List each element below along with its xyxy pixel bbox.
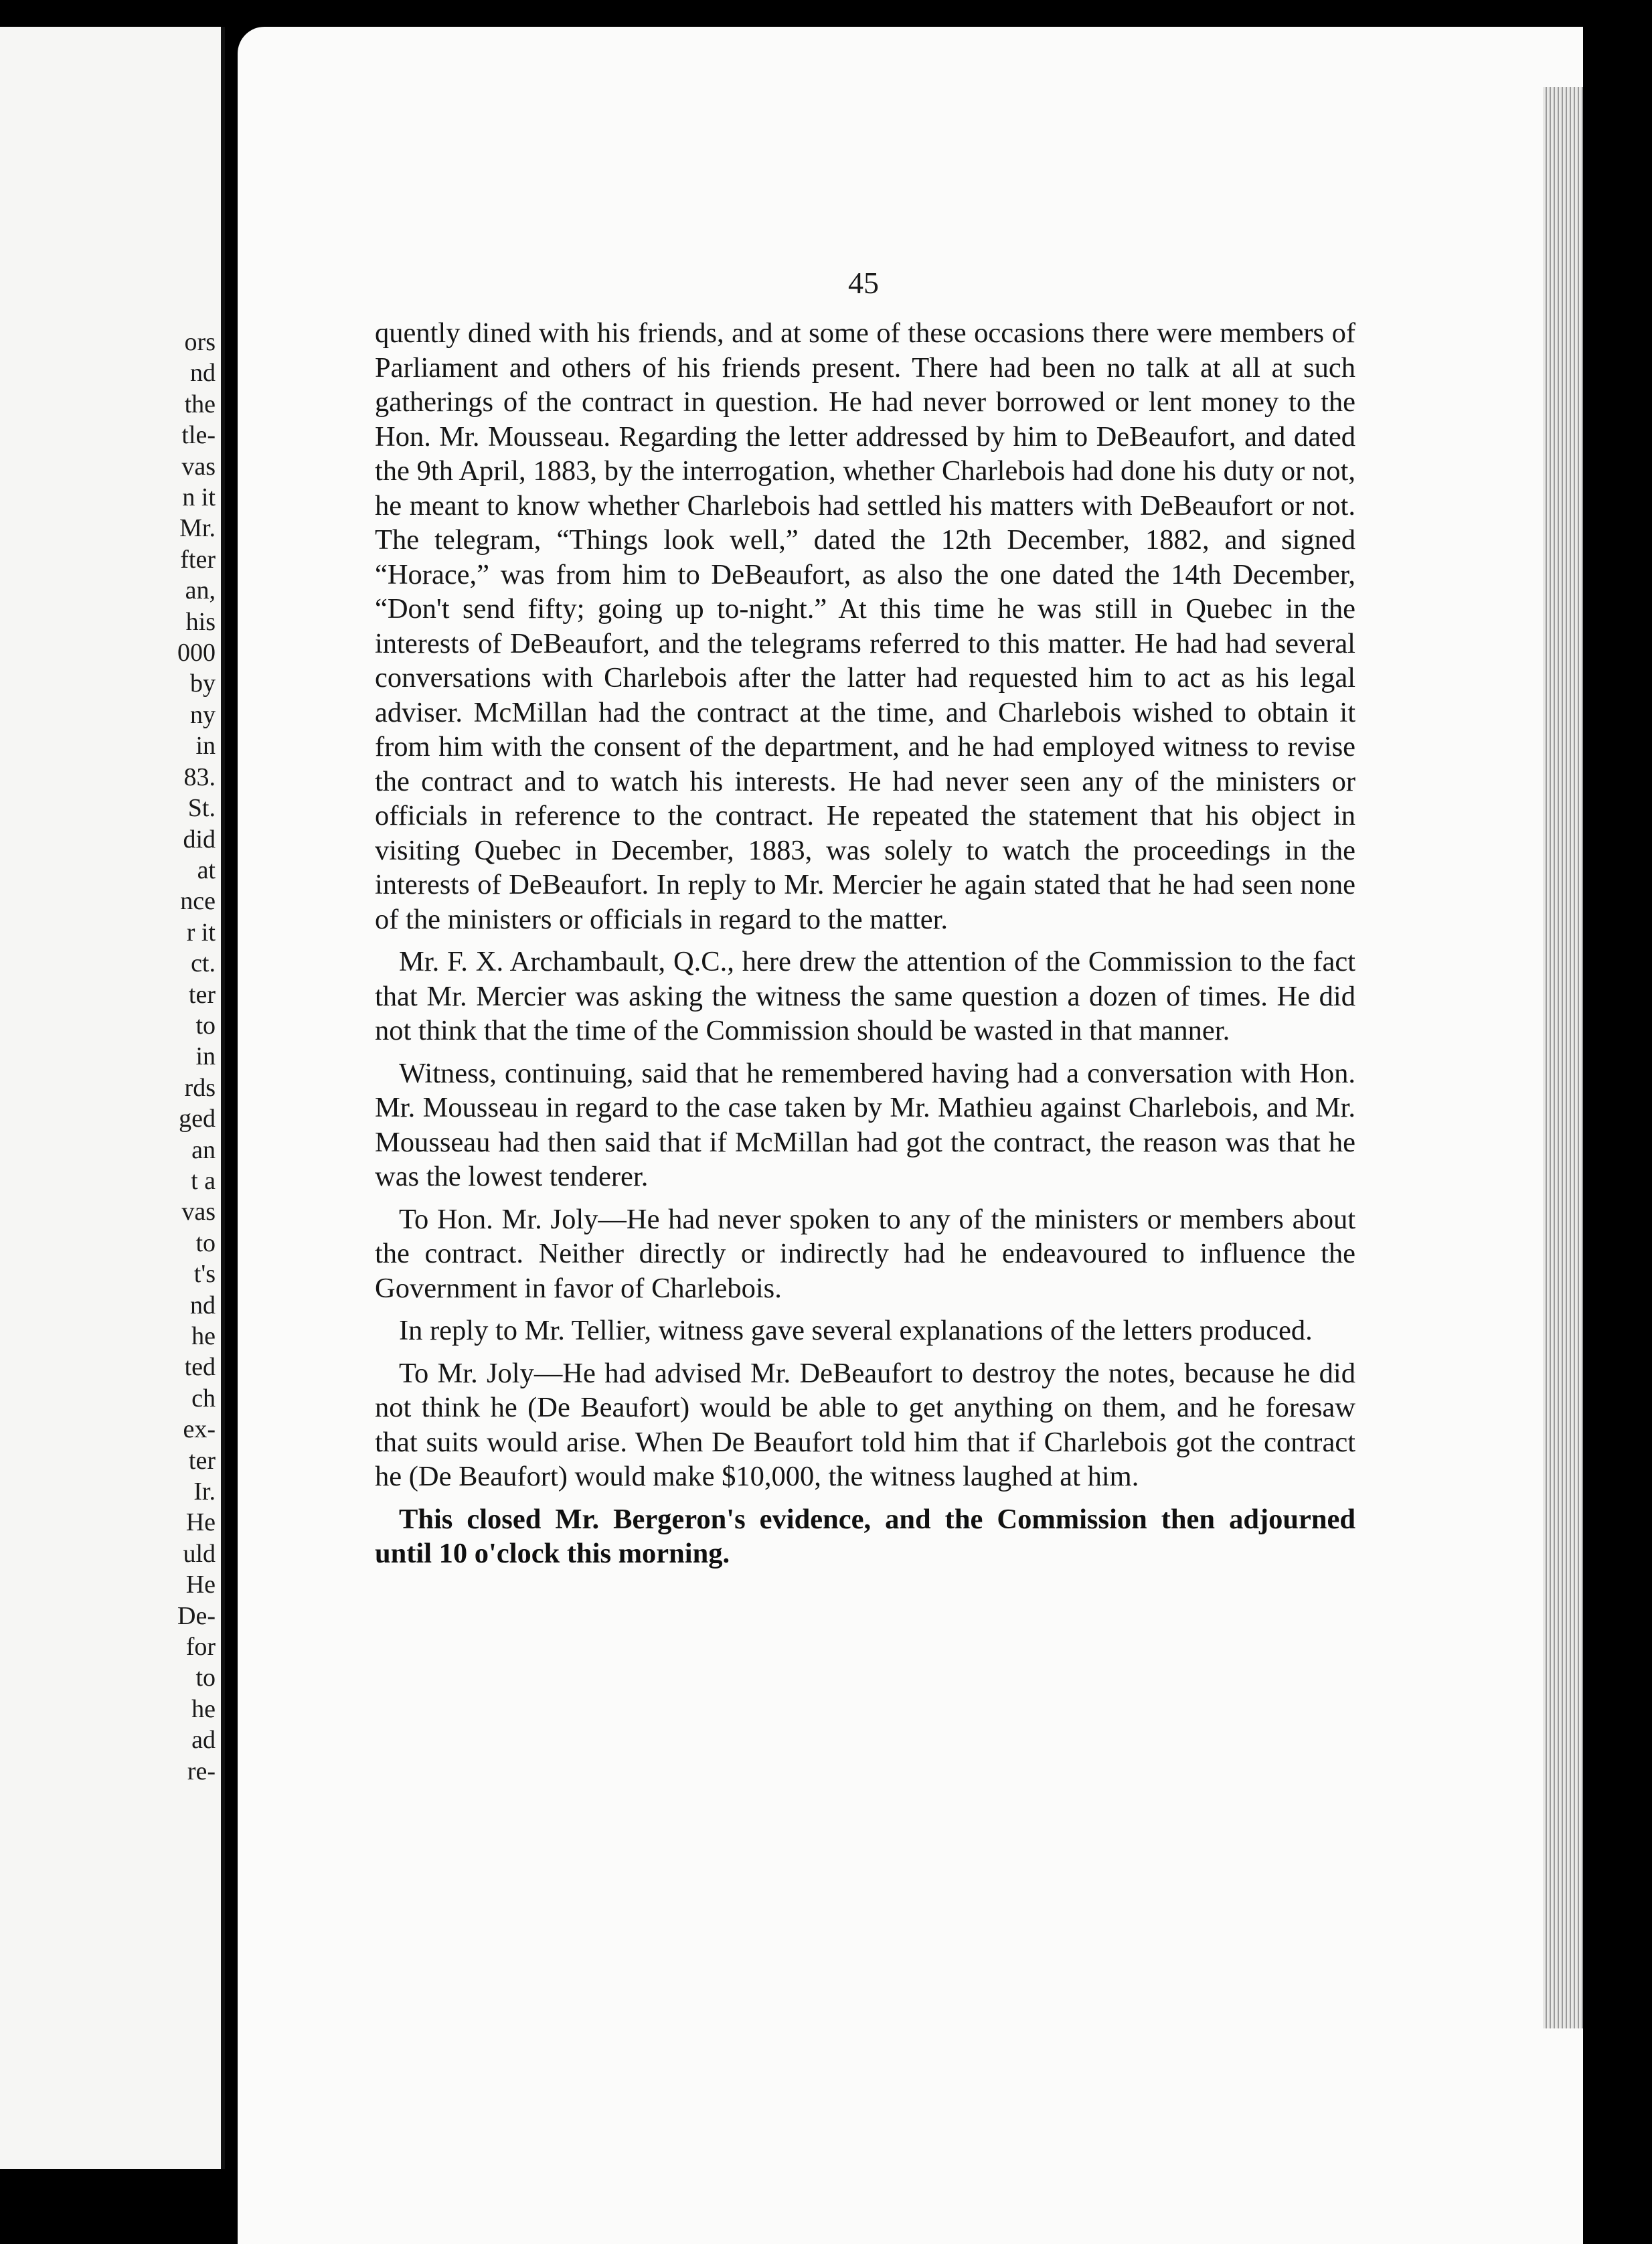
left-facing-page xyxy=(0,27,225,2169)
left-fragment-line: by xyxy=(190,669,216,698)
left-fragment-line: Ir. xyxy=(193,1477,216,1506)
left-fragment-line: he xyxy=(191,1322,216,1350)
left-fragment-line: at xyxy=(197,856,216,884)
left-fragment-line: he xyxy=(191,1694,216,1723)
paragraph-archambault: Mr. F. X. Archambault, Q.C., here drew the attention of the Commission to the fact that Mr. Mercier was asking the witness the same question a dozen of times. He did not think that the time of the Commission should be wasted in that manner. xyxy=(375,946,1355,1046)
left-fragment-line: 83. xyxy=(183,763,216,791)
left-fragment-line: an, xyxy=(185,576,216,605)
left-fragment-line: ged xyxy=(179,1105,216,1133)
left-fragment-line: n it xyxy=(182,483,216,512)
page-number: 45 xyxy=(848,266,879,300)
left-fragment-line: He xyxy=(185,1508,216,1537)
left-fragment-line: to xyxy=(195,1011,216,1040)
left-fragment-line: his xyxy=(185,607,216,636)
left-fragment-line: uld xyxy=(183,1539,216,1568)
left-fragment-line: t's xyxy=(193,1260,216,1289)
left-fragment-line: re- xyxy=(187,1757,216,1785)
left-fragment-line: an xyxy=(191,1135,216,1164)
left-page-text-fragments xyxy=(177,327,216,1787)
left-fragment-line: did xyxy=(183,825,216,854)
right-page xyxy=(238,27,1583,2244)
left-fragment-line: tle- xyxy=(181,421,216,450)
left-fragment-line: for xyxy=(185,1633,216,1662)
left-fragment-line: ch xyxy=(191,1384,216,1413)
left-fragment-line: nd xyxy=(190,1291,216,1319)
left-fragment-line: ors xyxy=(184,328,216,356)
left-fragment-line: rds xyxy=(184,1073,216,1102)
left-fragment-line: nce xyxy=(180,887,216,916)
left-fragment-line: nd xyxy=(190,359,216,388)
left-fragment-line: ny xyxy=(190,700,216,729)
left-fragment-line: ex- xyxy=(183,1415,216,1444)
left-fragment-line: St. xyxy=(187,794,216,823)
left-fragment-line: ted xyxy=(184,1353,216,1382)
body-text xyxy=(375,316,1355,1579)
left-fragment-line: He xyxy=(185,1571,216,1599)
page-edge-stack xyxy=(1543,87,1583,2028)
left-fragment-line: ct. xyxy=(191,949,216,978)
left-fragment-line: to xyxy=(195,1228,216,1257)
paragraph-closing: This closed Mr. Bergeron's evidence, and the Commission then adjourned until 10 o'clock this morning. xyxy=(375,1503,1355,1569)
left-fragment-line: 000 xyxy=(177,639,216,667)
left-fragment-line: ter xyxy=(188,1446,216,1475)
paragraph-to-hon-joly: To Hon. Mr. Joly—He had never spoken to any of the ministers or members about the contract. Neither directly or indirectly had he endeavoured to influence the Government in favor of Charlebois. xyxy=(375,1203,1355,1304)
left-fragment-line: the xyxy=(184,390,216,418)
paragraph-witness-continuing: Witness, continuing, said that he remembered having had a conversation with Hon. Mr. Mousseau in regard to the case taken by Mr. Mathieu against Charlebois, and Mr. Mousseau had then said that if McMillan had got the contract, the reason was that he was the lowest tenderer. xyxy=(375,1057,1355,1192)
left-fragment-line: De- xyxy=(177,1601,216,1630)
left-fragment-line: r it xyxy=(186,918,216,947)
paragraph-reply-tellier: In reply to Mr. Tellier, witness gave several explanations of the letters produced. xyxy=(399,1315,1313,1346)
left-fragment-line: ter xyxy=(188,980,216,1009)
left-fragment-line: ad xyxy=(191,1726,216,1755)
left-fragment-line: vas xyxy=(181,452,216,481)
left-fragment-line: fter xyxy=(180,545,216,574)
left-fragment-line: in xyxy=(195,1042,216,1071)
paragraph-testimony: quently dined with his friends, and at some of these occasions there were members of Parliament and others of his friends present. There had been no talk at all at such gatherings of the contract in question. He had never borrowed or lent money to the Hon. Mr. Mousseau. Regarding the letter addressed by him to DeBeaufort, and dated the 9th April, 1883, by the interrogation, whether Charlebois had done his duty or not, he meant to know whether Charlebois had settled his matters with DeBeaufort or not. The telegram, “Things look well,” dated the 12th December, 1882, and signed “Horace,” was from him to DeBeaufort, as also the one dated the 14th December, “Don't send fifty; going up to-night.” At this time he was still in Quebec in the interests of DeBeaufort, and the telegrams referred to this matter. He had had several conversations with Charlebois after the latter had requested him to act as his legal adviser. McMillan had the contract at the time, and Charlebois wished to obtain it from him with the consent of the department, and he had employed witness to revise the contract and to watch his interests. He had never seen any of the ministers or officials in reference to the contract. He repeated the statement that his object in visiting Quebec in December, 1883, was solely to watch the proceedings in the interests of DeBeaufort. In reply to Mr. Mercier he again stated that he had seen none of the ministers or officials in regard to the matter. xyxy=(375,317,1355,935)
left-fragment-line: to xyxy=(195,1664,216,1692)
left-fragment-line: Mr. xyxy=(179,514,216,543)
left-fragment-line: in xyxy=(195,732,216,760)
paragraph-to-joly: To Mr. Joly—He had advised Mr. DeBeaufort to destroy the notes, because he did not think he (De Beaufort) would be able to get anything on them, and he foresaw that suits would arise. When De Beaufort told him that if Charlebois got the contract he (De Beaufort) would make $10,000, the witness laughed at him. xyxy=(375,1357,1355,1492)
left-fragment-line: vas xyxy=(181,1198,216,1226)
left-fragment-line: t a xyxy=(191,1166,216,1195)
